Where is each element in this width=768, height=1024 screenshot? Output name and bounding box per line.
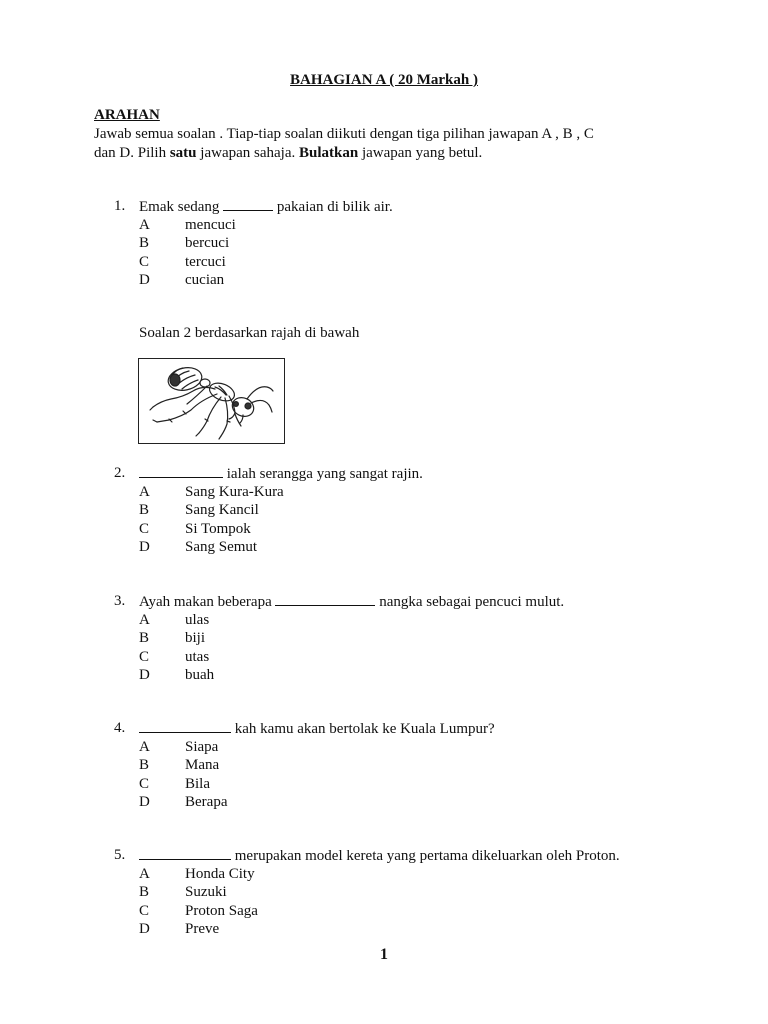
question-text-pre: Ayah makan beberapa (139, 594, 276, 610)
option-letter: A (139, 612, 150, 628)
question-1 (0, 197, 768, 289)
option-letter: C (139, 520, 150, 537)
instructions-paragraph (94, 125, 684, 163)
option-a[interactable] (0, 738, 768, 756)
page-title: BAHAGIAN A ( 20 Markah ) (290, 72, 478, 88)
option-d[interactable] (0, 793, 768, 811)
question-stem (0, 592, 768, 611)
option-letter: B (139, 502, 150, 519)
instructions-bold-bulatkan: Bulatkan (298, 145, 359, 161)
option-text: Bila (185, 775, 210, 792)
option-list (0, 611, 768, 684)
option-letter: B (139, 757, 150, 774)
instructions-line-2 (94, 144, 684, 163)
instructions-text: dan D. Pilih (94, 145, 170, 161)
option-letter: C (139, 775, 150, 792)
option-d[interactable] (0, 271, 768, 289)
option-text: biji (185, 630, 206, 647)
instructions-line-1: Jawab semua soalan . Tiap-tiap soalan diikuti dengan tiga pilihan jawapan A , B , C (94, 126, 594, 142)
question-3 (0, 592, 768, 684)
option-text: mencuci (185, 217, 236, 233)
option-c[interactable] (0, 520, 768, 538)
question-text-post: merupakan model kereta yang pertama dikeluarkan oleh Proton. (231, 848, 620, 864)
question-number: 5. (114, 847, 126, 863)
question-number: 3. (114, 593, 126, 609)
option-list (0, 483, 768, 556)
question-number: 1. (114, 198, 126, 214)
option-c[interactable] (0, 253, 768, 271)
option-text: Siapa (185, 739, 219, 755)
question-text (139, 592, 564, 611)
option-letter: D (139, 920, 150, 937)
option-text: Mana (185, 757, 220, 774)
question-text (139, 464, 423, 483)
option-letter: D (139, 793, 150, 810)
ant-illustration-icon (139, 359, 283, 442)
option-a[interactable] (0, 611, 768, 629)
option-letter: C (139, 902, 150, 919)
option-letter: D (139, 538, 150, 555)
option-letter: A (139, 866, 150, 882)
option-text: Berapa (185, 793, 228, 810)
option-text: Sang Kura-Kura (185, 484, 284, 500)
answer-blank (139, 846, 231, 860)
option-c[interactable] (0, 775, 768, 793)
option-text: Preve (185, 920, 220, 937)
instructions-bold-satu: satu (169, 145, 197, 161)
option-letter: B (139, 884, 150, 901)
option-text: buah (185, 666, 215, 683)
question-text-post: ialah serangga yang sangat rajin. (223, 466, 423, 482)
option-a[interactable] (0, 483, 768, 501)
question-stem (0, 846, 768, 865)
question-2 (0, 464, 768, 556)
section-heading-arahan: ARAHAN (94, 107, 160, 123)
option-a[interactable] (0, 216, 768, 234)
option-text: Sang Semut (185, 538, 258, 555)
option-b[interactable] (0, 501, 768, 519)
option-letter: D (139, 666, 150, 683)
option-list (0, 865, 768, 938)
option-text: cucian (185, 271, 225, 288)
option-d[interactable] (0, 538, 768, 556)
question-text-post: kah kamu akan bertolak ke Kuala Lumpur? (231, 721, 495, 737)
figure-frame (138, 358, 285, 444)
question-text-post: pakaian di bilik air. (273, 199, 393, 215)
question-number: 4. (114, 720, 126, 736)
question-stem (0, 464, 768, 483)
option-text: Suzuki (185, 884, 227, 901)
option-b[interactable] (0, 756, 768, 774)
option-letter: C (139, 253, 150, 270)
option-list (0, 216, 768, 289)
option-a[interactable] (0, 865, 768, 883)
option-text: ulas (185, 612, 210, 628)
question-text-post: nangka sebagai pencuci mulut. (375, 594, 565, 610)
question-stem (0, 197, 768, 216)
question-4 (0, 719, 768, 811)
option-letter: A (139, 217, 150, 233)
option-b[interactable] (0, 234, 768, 252)
option-d[interactable] (0, 920, 768, 938)
option-letter: D (139, 271, 150, 288)
option-letter: B (139, 235, 150, 252)
option-b[interactable] (0, 629, 768, 647)
option-letter: C (139, 648, 150, 665)
option-text: Honda City (185, 866, 255, 882)
question-stem (0, 719, 768, 738)
option-d[interactable] (0, 666, 768, 684)
question-text (139, 719, 495, 738)
option-text: tercuci (185, 253, 226, 270)
figure-caption: Soalan 2 berdasarkan rajah di bawah (139, 325, 360, 341)
question-number: 2. (114, 465, 126, 481)
instructions-text: jawapan sahaja. (196, 145, 299, 161)
question-text (139, 846, 620, 865)
answer-blank (139, 464, 223, 478)
option-letter: B (139, 630, 150, 647)
option-c[interactable] (0, 902, 768, 920)
answer-blank (139, 719, 231, 733)
page-number: 1 (380, 946, 388, 963)
option-text: bercuci (185, 235, 230, 252)
question-text (139, 197, 393, 216)
option-letter: A (139, 739, 150, 755)
instructions-text: jawapan yang betul. (358, 145, 483, 161)
option-text: utas (185, 648, 210, 665)
option-letter: A (139, 484, 150, 500)
answer-blank (223, 197, 273, 211)
question-text-pre: Emak sedang (139, 199, 224, 215)
option-list (0, 738, 768, 811)
option-text: Si Tompok (185, 520, 251, 537)
option-text: Proton Saga (185, 902, 258, 919)
option-c[interactable] (0, 648, 768, 666)
answer-blank (275, 592, 375, 606)
question-5 (0, 846, 768, 938)
option-b[interactable] (0, 883, 768, 901)
option-text: Sang Kancil (185, 502, 259, 519)
